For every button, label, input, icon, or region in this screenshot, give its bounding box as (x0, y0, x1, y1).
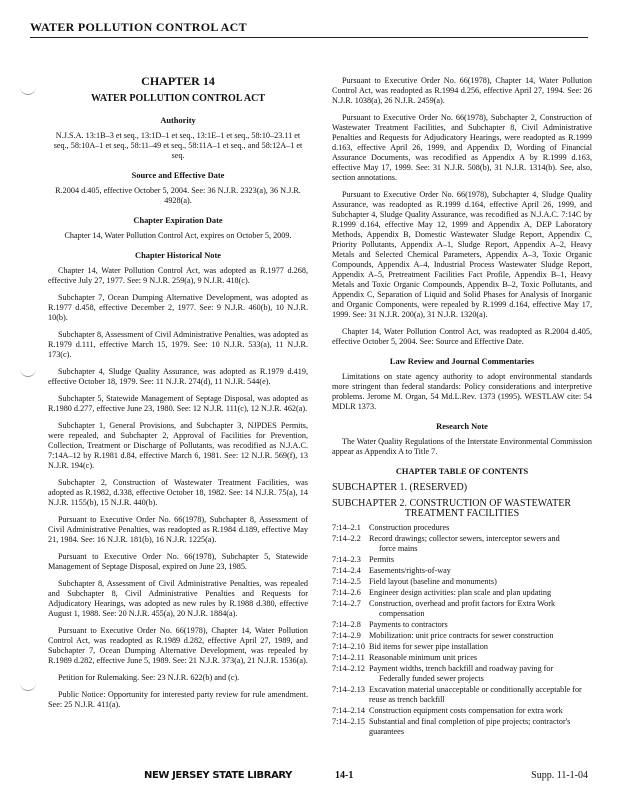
toc-entry-title-text: Excavation material unacceptable or conditionally acceptable for reuse as trench backfill (369, 685, 582, 704)
toc-entry (332, 642, 592, 652)
history-paragraph: Pursuant to Executive Order No. 66(1978), Subchapter 2, Construction of Wastewater Treatment Facilities, and Subchapter 8, Civil Administrative Penalties and Requests for Adjudicatory Hearings, were readopted as R.1999 d.163, effective April 26, 1999, and Appendix D, Wording of Financial Assurance Documents, was recodified as Appendix A by R.1999 d.163, effective May 17, 1999. See: 31 N.J.R. 508(b), 31 N.J.R. 1314(b). See, also, section annotations. (332, 113, 592, 182)
toc-entry (332, 620, 592, 630)
toc-entry (332, 599, 592, 619)
source-heading: Source and Effective Date (131, 171, 225, 180)
toc-entry-number: 7:14–2.3 (332, 555, 361, 564)
history-paragraph: Pursuant to Executive Order No. 66(1978), Subchapter 5, Statewide Management of Septage Disposal, expired on June 23, 1985. (48, 552, 308, 571)
toc-entry-title (369, 706, 592, 716)
right-column (332, 76, 592, 738)
supplement-date: Supp. 11-1-04 (531, 770, 588, 781)
toc-entry-title-text: Easements/rights-of-way (369, 566, 451, 575)
toc-entry-number: 7:14–2.5 (332, 577, 361, 586)
history-paragraph: Subchapter 8, Assessment of Civil Administrative Penalties, was adopted as R.1979 d.111, effective March 15, 1979. See: 10 N.J.R. 533(a), 11 N.J.R. 173(c). (48, 330, 308, 359)
toc-entry-number: 7:14–2.15 (332, 717, 365, 726)
toc-entry (332, 588, 592, 598)
toc-entry-title-text: Engineer design activities: plan scale and plan updating (369, 588, 552, 597)
toc-entry (332, 555, 592, 565)
toc-subchapter-2-line2: TREATMENT FACILITIES (404, 508, 520, 519)
toc-entry-title (369, 523, 592, 533)
page-number: 14-1 (335, 770, 354, 781)
toc-entry-number: 7:14–2.12 (332, 664, 365, 673)
toc-entry-number: 7:14–2.14 (332, 706, 365, 715)
toc-entry-title-text: Mobilization: unit price contracts for sewer construction (369, 631, 554, 640)
chapter-title: WATER POLLUTION CONTROL ACT (90, 93, 265, 104)
margin-mark-2 (20, 366, 36, 377)
expiration-heading: Chapter Expiration Date (133, 216, 223, 225)
history-paragraph: Subchapter 2, Construction of Wastewater Treatment Facilities, was adopted as R.1982, d.338, effective October 18, 1982. See: 14 N.J.R. 75(a), 14 N.J.R. 1155(b), 15 N.J.R. 440(b). (48, 478, 308, 507)
toc-entry-title (369, 566, 592, 576)
history-paragraph: Pursuant to Executive Order No. 66(1978), Chapter 14, Water Pollution Control Act, was readopted as R.1994 d.256, effective April 27, 1994. See: 26 N.J.R. 1038(a), 26 N.J.R. 2459(a). (332, 76, 592, 105)
toc-entry-title-text: Construction, overhead and profit factors for Extra Work (369, 599, 556, 608)
toc-entry-title-continued: compensation (379, 609, 425, 618)
toc-entry-title (369, 599, 592, 619)
toc-entry-number: 7:14–2.13 (332, 685, 365, 694)
history-heading: Chapter Historical Note (135, 251, 221, 260)
toc-entry (332, 523, 592, 533)
page-footer (32, 770, 588, 784)
toc-entry-title (369, 534, 592, 554)
toc-entry-number: 7:14–2.8 (332, 620, 361, 629)
toc-entry-title (369, 577, 592, 587)
toc-entry-title-text: Field layout (baseline and monuments) (369, 577, 497, 586)
toc-entry-number: 7:14–2.1 (332, 523, 361, 532)
toc-entry-number: 7:14–2.2 (332, 534, 361, 543)
toc-entry-title-text: Record drawings; collector sewers, interceptor sewers and (369, 534, 560, 543)
research-heading: Research Note (436, 422, 488, 431)
toc-entry-number: 7:14–2.10 (332, 642, 365, 651)
history-paragraph: Subchapter 4, Sludge Quality Assurance, was adopted as R.1979 d.419, effective October 18, 1979. See: 11 N.J.R. 274(d), 11 N.J.R. 544(e). (48, 367, 308, 386)
toc-entry (332, 685, 592, 705)
toc-entry-title (369, 664, 592, 684)
history-paragraph: Pursuant to Executive Order No. 66(1978), Chapter 14, Water Pollution Control Act, was readopted as R.1989 d.282, effective April 27, 1989, and Subchapter 7, Ocean Dumping Alternative Development, was repealed by R.1989 d.282, effective June 5, 1989. See: 21 N.J.R. 373(a), 21 N.J.R. 1536(a). (48, 626, 308, 665)
history-paragraph: Subchapter 8, Assessment of Civil Administrative Penalties, was repealed and Subchapter 8, Civil Administrative Penalties and Requests for Adjudicatory Hearings, was adopted as new rules by R.1988 d.380, effective August 1, 1988. See: 20 N.J.R. 455(a), 20 N.J.R. 1884(a). (48, 579, 308, 618)
toc-entry-title-text: Payments to contractors (369, 620, 448, 629)
history-paragraph: Chapter 14, Water Pollution Control Act, was adopted as R.1977 d.268, effective July 27, 1977. See: 9 N.J.R. 259(a), 9 N.J.R. 418(c). (48, 266, 308, 285)
toc-entry-number: 7:14–2.6 (332, 588, 361, 597)
toc-entry-title-text: Construction procedures (369, 523, 450, 532)
margin-mark-1 (20, 84, 36, 95)
toc-entry-title (369, 642, 592, 652)
toc-entry-title-text: Construction equipment costs compensation for extra work (369, 706, 563, 715)
history-paragraph: Pursuant to Executive Order No. 66(1978), Subchapter 8, Assessment of Civil Administrative Penalties, was readopted as R.1984 d.189, effective May 21, 1984. See: 16 N.J.R. 181(b), 16 N.J.R. 1225(a). (48, 515, 308, 544)
law-review-text: Limitations on state agency authority to adopt environmental standards more stringent than federal standards: Policy considerations and interpretive problems. Jerome M. Organ, 54 Md.L.Rev. 1373 (1995). WESTLAW cite: 54 MDLR 1373. (332, 372, 592, 411)
toc-entry-title (369, 631, 592, 641)
margin-mark-3 (20, 680, 36, 691)
toc-entry (332, 664, 592, 684)
law-review-heading: Law Review and Journal Commentaries (389, 357, 535, 366)
toc-entry (332, 631, 592, 641)
toc-entry (332, 577, 592, 587)
toc-entry-title-text: Permits (369, 555, 395, 564)
history-paragraph: Subchapter 5, Statewide Management of Septage Disposal, was adopted as R.1980 d.277, effective June 23, 1980. See: 12 N.J.R. 111(c), 12 N.J.R. 462(a). (48, 394, 308, 413)
toc-entry (332, 653, 592, 663)
history-paragraph: Subchapter 7, Ocean Dumping Alternative Development, was adopted as R.1977 d.458, effective December 2, 1977. See: 9 N.J.R. 460(b), 10 N.J.R. 10(b). (48, 293, 308, 322)
toc-entry-title-text: Reasonable minimum unit prices (369, 653, 478, 662)
header-rule (30, 37, 588, 38)
toc-entry (332, 566, 592, 576)
toc-entry-number: 7:14–2.9 (332, 631, 361, 640)
left-column (48, 76, 308, 717)
toc-entry-title (369, 653, 592, 663)
authority-heading: Authority (160, 116, 196, 125)
toc-heading: CHAPTER TABLE OF CONTENTS (395, 467, 529, 476)
toc-entry-title (369, 555, 592, 565)
chapter-number: CHAPTER 14 (141, 74, 215, 88)
expiration-text: Chapter 14, Water Pollution Control Act, expires on October 5, 2009. (64, 231, 292, 240)
toc-entry-title-text: Substantial and final completion of pipe projects; contractor's guarantees (369, 717, 571, 736)
toc-entry-title (369, 588, 592, 598)
toc-list (332, 523, 592, 737)
toc-entry-title (369, 717, 592, 737)
library-stamp: NEW JERSEY STATE LIBRARY (144, 770, 293, 781)
history-paragraph: Subchapter 1, General Provisions, and Subchapter 3, NJPDES Permits, were repealed, and Subchapter 2, Approval of Facilities for Prevention, Collection, Treatment or Discharge of Pollutants, was recodified as N.J.A.C. 7:14A–12 by R.1981 d.84, effective March 6, 1981. See: 12 N.J.R. 569(f), 13 N.J.R. 194(c). (48, 421, 308, 470)
toc-entry (332, 717, 592, 737)
history-paragraph: Public Notice: Opportunity for interested party review for rule amendment. See: 25 N.J.R. 411(a). (48, 690, 308, 709)
toc-entry-number: 7:14–2.7 (332, 599, 361, 608)
toc-entry-title-text: Bid items for sewer pipe installation (369, 642, 488, 651)
toc-entry-title (369, 685, 592, 705)
toc-entry (332, 706, 592, 716)
toc-subchapter-2-line1: SUBCHAPTER 2. CONSTRUCTION OF WASTEWATER (332, 498, 572, 509)
toc-entry-title (369, 620, 592, 630)
toc-entry-number: 7:14–2.11 (332, 653, 365, 662)
toc-entry-number: 7:14–2.4 (332, 566, 361, 575)
running-header: WATER POLLUTION CONTROL ACT (30, 20, 247, 34)
toc-entry-title-continued: Federally funded sewer projects (379, 674, 484, 683)
history-paragraph: Pursuant to Executive Order No. 66(1978), Subchapter 4, Sludge Quality Assurance, was readopted as R.1999 d.164, effective April 26, 1999, and Subchapter 4, Sludge Quality Assurance, was recodified as N.J.A.C. 7:14C by R.1999 d.164, effective May 12, 1999 and Appendix A, DEP Laboratory Methods, Appendix B, Domestic Wastewater Sludge Report, Appendix C, Priority Pollutants, Appendix A–1, Sludge Report, Appendix A–2, Heavy Metals and Selected Chemical Parameters, Appendix A–3, Toxic Organic Compounds, Appendix A–4, Industrial Process Wastewater Sludge Report, Appendix A–5, Pretreatment Facilities Fact Profile, Appendix B–1, Heavy Metals and Toxic Organic Compounds, Appendix B–2, Toxic Pollutants, and Appendix C, Separation of Liquid and Solid Phases for Analysis of Inorganic and Organic Components, were repealed by R.1999 d.164, effective May 17, 1999. See: 31 N.J.R. 200(a), 31 N.J.R. 1320(a). (332, 190, 592, 319)
toc-subchapter-1: SUBCHAPTER 1. (RESERVED) (332, 482, 468, 493)
research-text: The Water Quality Regulations of the Interstate Environmental Commission appear as Appendix A to Title 7. (332, 437, 592, 456)
history-paragraph: Chapter 14, Water Pollution Control Act, was readopted as R.2004 d.405, effective October 5, 2004. See: Source and Effective Date. (332, 327, 592, 346)
toc-entry-title-continued: force mains (379, 544, 418, 553)
source-text: R.2004 d.405, effective October 5, 2004. See: 36 N.J.R. 2323(a), 36 N.J.R. 4928(a). (55, 186, 301, 205)
toc-entry (332, 534, 592, 554)
authority-text: N.J.S.A. 13:1B–3 et seq., 13:1D–1 et seq., 13:1E–1 et seq., 58:10–23.11 et seq., 58:10A–1 et seq., 58:11–49 et seq., 58:11A–1 et seq., and 58:12A–1 et seq. (53, 131, 303, 160)
history-paragraph: Petition for Rulemaking. See: 23 N.J.R. 622(b) and (c). (58, 673, 240, 682)
toc-entry-title-text: Payment widths, trench backfill and roadway paving for (369, 664, 554, 673)
